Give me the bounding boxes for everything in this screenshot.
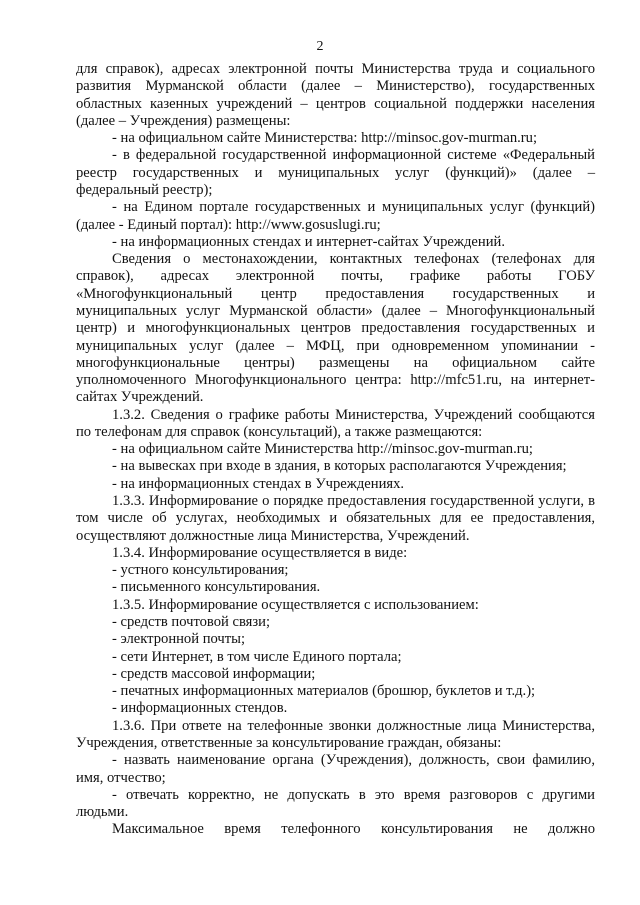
paragraph-contacts-continuation: для справок), адресах электронной почты Министерства труда и социального развития Мурманской области (далее – Министерство), государственных областных казенных учреждений – центров социальной поддержки населения (далее – Учреждения) размещены: xyxy=(76,61,595,129)
list-item-info-stands: - на информационных стендах и интернет-сайтах Учреждений. xyxy=(112,233,505,250)
paragraph-mfc-info: Сведения о местонахождении, контактных телефонах (телефонах для справок), адресах электронной почты, графике работы ГОБУ «Многофункциональный центр предоставления государственных и муниципальных услуг Мурманской области» (далее – Многофункциональный центр) и многофункциональных центров предоставления государственных и муниципальных услуг (далее – МФЦ, при одновременном упоминании - многофункциональные центры) размещены на официальном сайте уполномоченного Многофункционального центра: http://mfc51.ru, на интернет-сайтах Учреждений. xyxy=(76,251,595,406)
list-item-written-consulting: - письменного консультирования. xyxy=(112,579,321,596)
list-item-ministry-site-2: - на официальном сайте Министерства http://minsoc.gov-murman.ru; xyxy=(112,441,533,458)
list-item-printed-materials: - печатных информационных материалов (брошюр, буклетов и т.д.); xyxy=(112,683,536,700)
list-item-email: - электронной почты; xyxy=(112,631,245,648)
paragraph-1-3-2: 1.3.2. Сведения о графике работы Министерства, Учреждений сообщаются по телефонам для справок (консультаций), а также размещаются: xyxy=(76,406,595,440)
list-item-federal-register: - в федеральной государственной информационной системе «Федеральный реестр государственных и муниципальных услуг (функций)» (далее – федеральный реестр); xyxy=(76,147,595,198)
list-item-internet: - сети Интернет, в том числе Единого портала; xyxy=(112,648,402,665)
paragraph-1-3-6: 1.3.6. При ответе на телефонные звонки должностные лица Министерства, Учреждения, ответственные за консультирование граждан, обязаны: xyxy=(76,717,595,751)
paragraph-1-3-4: 1.3.4. Информирование осуществляется в виде: xyxy=(112,544,408,561)
paragraph-1-3-3: 1.3.3. Информирование о порядке предоставления государственной услуги, в том числе об услугах, необходимых и обязательных для ее предоставления, осуществляют должностные лица Министерства, Учреждений. xyxy=(76,493,595,544)
list-item-introduce-self: - назвать наименование органа (Учреждения), должность, свои фамилию, имя, отчество; xyxy=(76,752,595,786)
page-number: 2 xyxy=(316,39,324,54)
paragraph-1-3-5: 1.3.5. Информирование осуществляется с использованием: xyxy=(112,596,479,613)
document-body xyxy=(76,61,595,839)
list-item-stands-in-institutions: - на информационных стендах в Учреждениях. xyxy=(112,475,405,492)
list-item-oral-consulting: - устного консультирования; xyxy=(112,562,289,579)
list-item-ministry-site: - на официальном сайте Министерства: http://minsoc.gov-murman.ru; xyxy=(112,130,538,147)
list-item-unified-portal: - на Едином портале государственных и муниципальных услуг (функций) (далее - Единый портал): http://www.gosuslugi.ru; xyxy=(76,199,595,233)
paragraph-max-time: Максимальное время телефонного консультирования не должно xyxy=(112,821,595,838)
list-item-info-stands-2: - информационных стендов. xyxy=(112,700,288,717)
list-item-postal: - средств почтовой связи; xyxy=(112,614,271,630)
list-item-respond-correctly: - отвечать корректно, не допускать в это время разговоров с другими людьми. xyxy=(76,786,595,821)
list-item-mass-media: - средств массовой информации; xyxy=(112,665,316,682)
list-item-entrance-signs: - на вывесках при входе в здания, в которых располагаются Учреждения; xyxy=(112,458,567,475)
